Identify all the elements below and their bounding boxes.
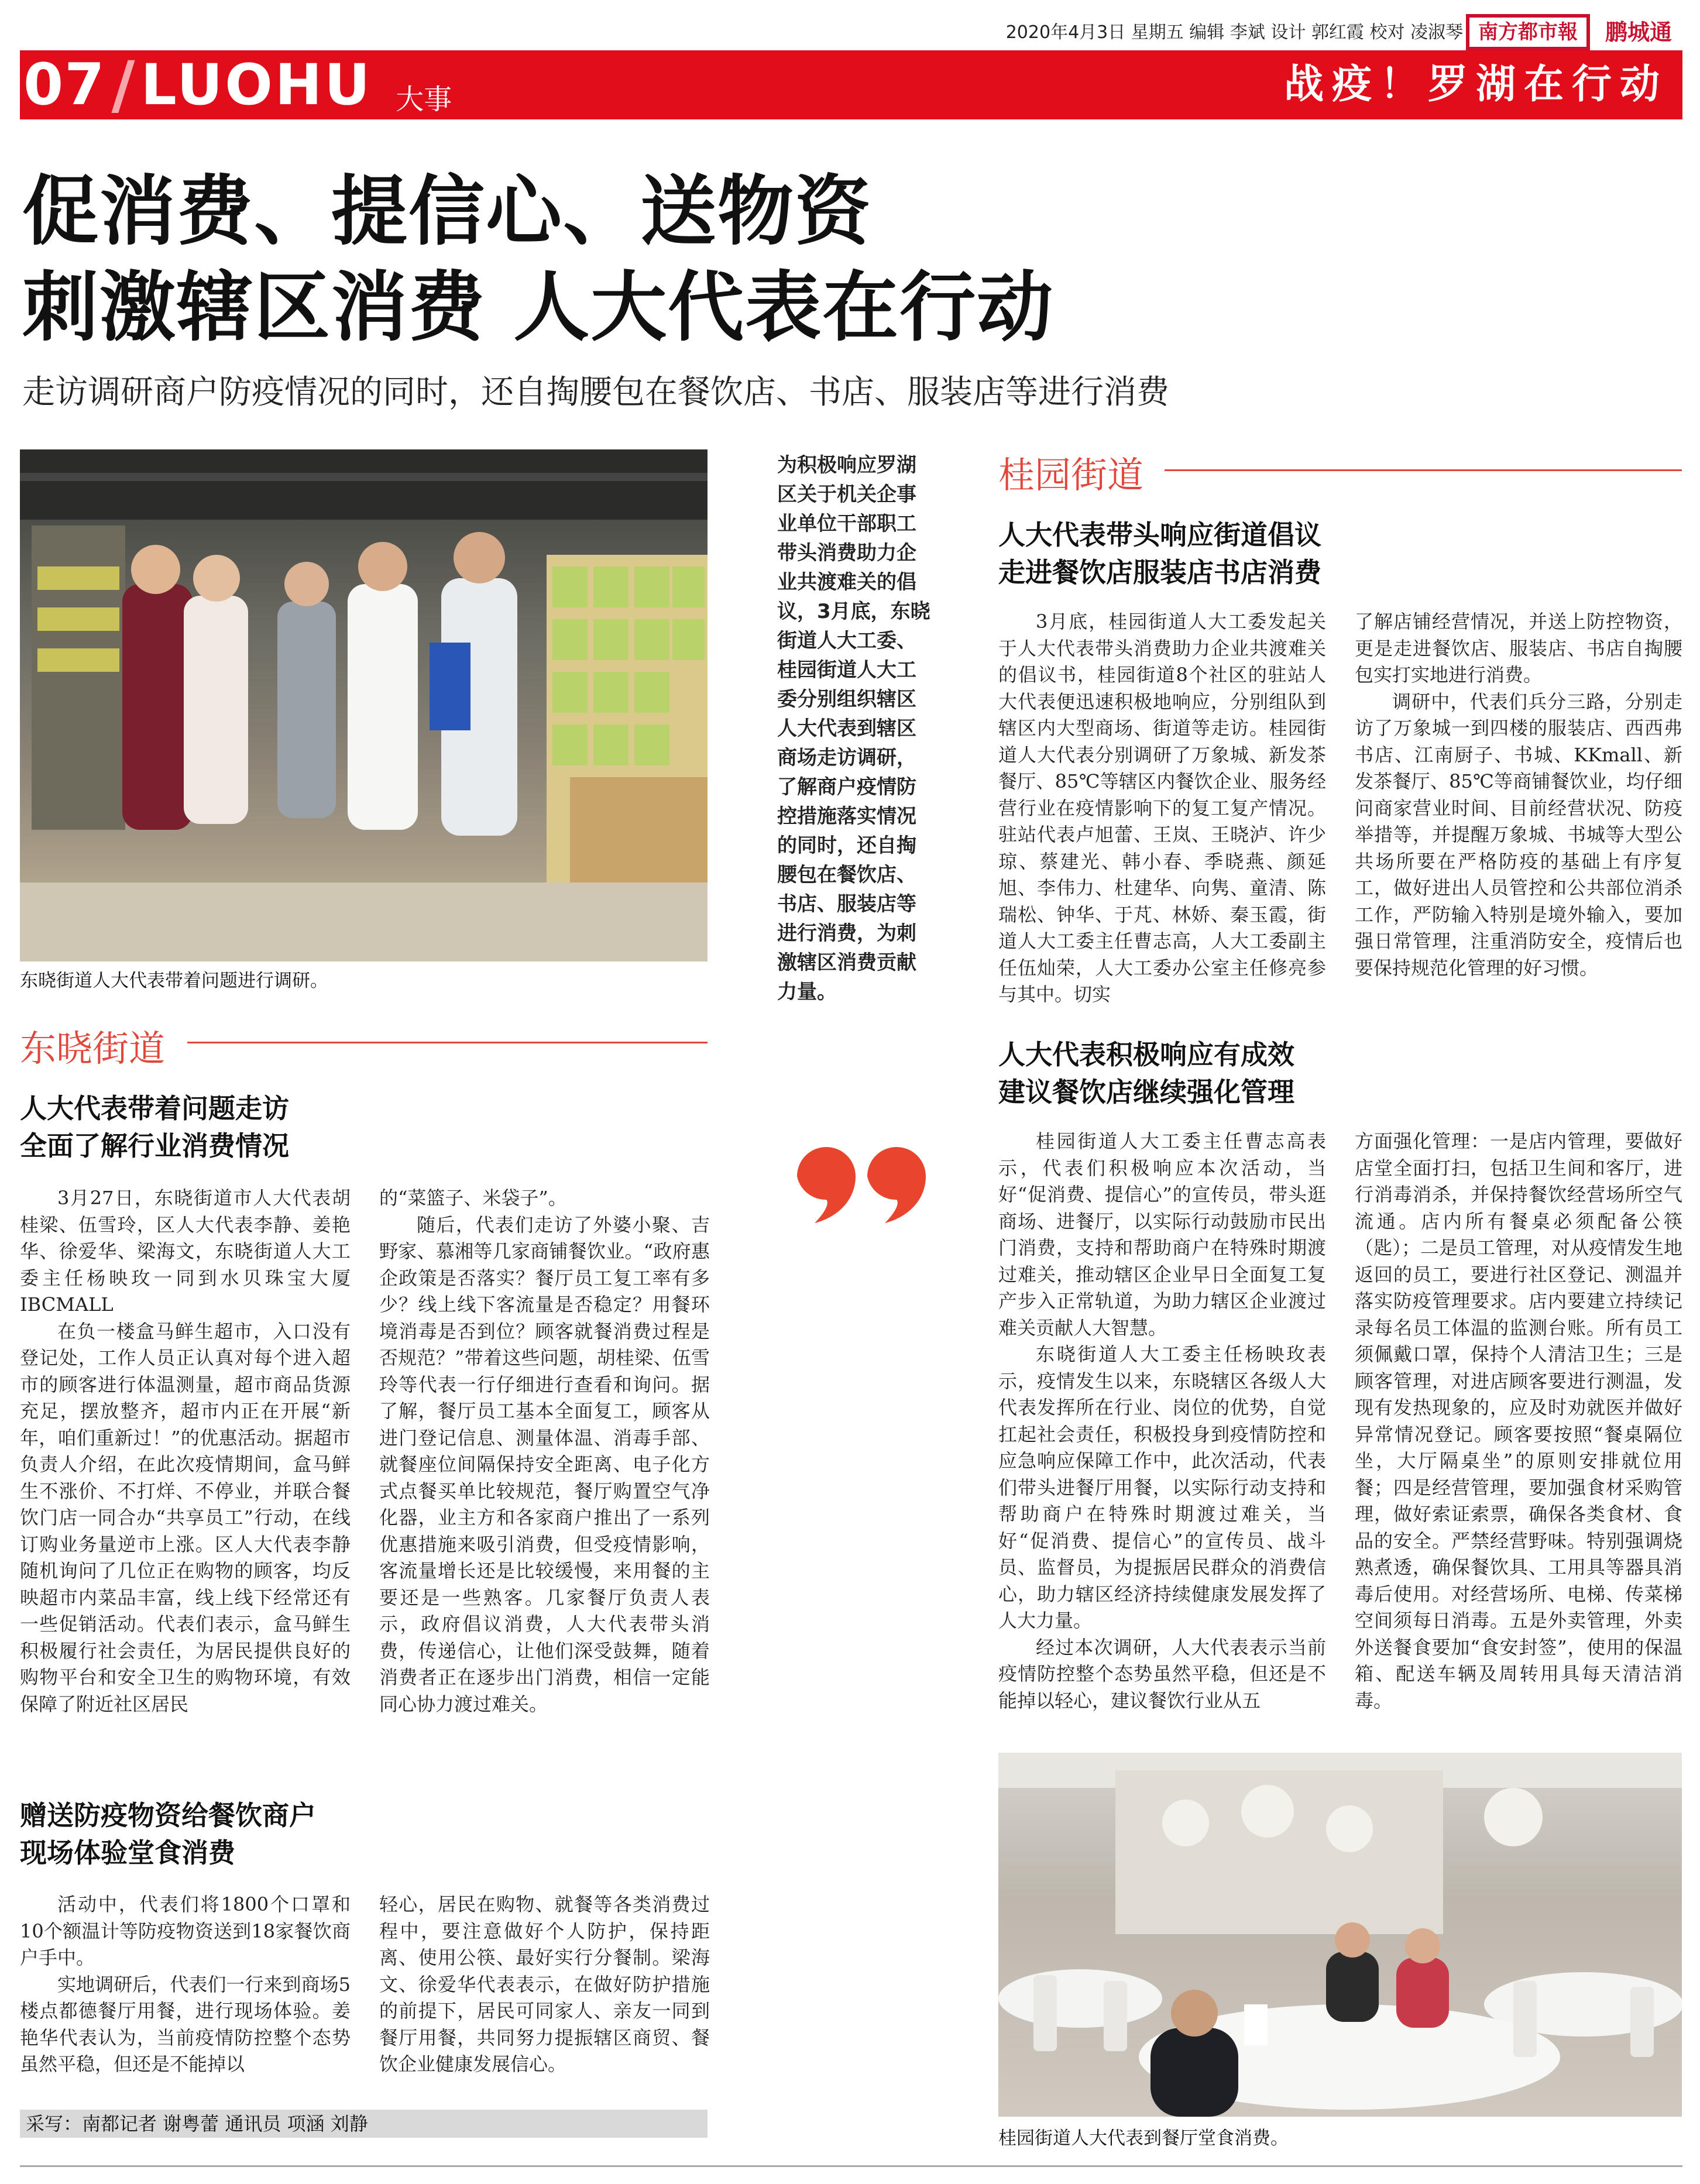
dongxiao-sub2-title-l1: 赠送防疫物资给餐饮商户 — [20, 1800, 316, 1831]
paragraph: 桂园街道人大工委主任曹志高表示，代表们积极响应本次活动，当好“促消费、提信心”的宣传员，带头逛商场、进餐厅，以实际行动鼓励市民出门消费，支持和帮助商户在特殊时期渡过难关，推动辖区企业早日全面复工复产步入正常轨道，为助力辖区企业渡过难关贡献人大智慧。 — [998, 1130, 1326, 1339]
dateline: 2020年4月3日 星期五 编辑 李斌 设计 郭红霞 校对 凌淑琴 — [1005, 22, 1463, 43]
paragraph: 在负一楼盒马鲜生超市，入口没有登记处，工作人员正认真对每个进入超市的顾客进行体温测量，超市商品货源充足，摆放整齐，超市内正在开展“新年，咱们重新过！”的优惠活动。据超市负责人介绍，在此次疫情期间，盒马鲜生不涨价、不打烊、不停业，并联合餐饮门店一同合办“共享员工”行动，在线订购业务量逆市上涨。区人大代表李静随机询问了几位正在购物的顾客，均反映超市内菜品丰富，线上线下经常还有一些促销活动。代表们表示，盒马鲜生积极履行社会责任，为居民提供良好的购物平台和安全卫生的购物环境，有效保障了附近社区居民 — [20, 1320, 351, 1715]
photo2-caption: 桂园街道人大代表到餐厅堂食消费。 — [998, 2128, 1289, 2149]
paragraph: 方面强化管理：一是店内管理，要做好店堂全面打扫，包括卫生间和客厅，进行消毒消杀，并保持餐饮经营场所空气流通。店内所有餐桌必须配备公筷（匙）；二是员工管理，对从疫情发生地返回的员工，要进行社区登记、测温并落实防疫管理要求。店内要建立持续记录每名员工体温的监测台账。所有员工须佩戴口罩，保持个人清洁卫生；三是顾客管理，对进店顾客要进行测温，发现有发热现象的，应及时劝就医并做好异常情况登记。顾客要按照“餐桌隔位坐，大厅隔桌坐”的原则安排就位用餐；四是经营管理，要加强食材采购管理，做好索证索票，确保各类食材、食品的安全。严禁经营野味。特别强调烧熟煮透，确保餐饮具、工用具等器具消毒后使用。对经营场所、电梯、传菜梯空间须每日消毒。五是外卖管理，外卖外送餐食要加“食安封签”，使用的保温箱、配送车辆及周转用具每天清洁消毒。 — [1355, 1130, 1682, 1712]
dongxiao-sub2-col2 — [379, 1891, 710, 2108]
subheadline: 走访调研商户防疫情况的同时，还自掏腰包在餐饮店、书店、服装店等进行消费 — [22, 373, 1169, 411]
paragraph: 3月底，桂园街道人大工委发起关于人大代表带头消费助力企业共渡难关的倡议书，桂园街道8个社区的驻站人大代表便迅速积极地响应，分别组队到辖区内大型商场、街道等走访。桂园街道人大代表分别调研了万象城、新发茶餐厅、85℃等辖区内餐饮企业、服务经营行业在疫情影响下的复工复产情况。驻站代表卢旭蕾、王岚、王晓泸、许少琼、蔡建光、韩小春、季晓燕、颜延旭、李伟力、杜建华、向隽、童清、陈瑞松、钟华、于芃、林娇、秦玉霞，街道人大工委主任曹志高，人大工委副主任伍灿荣，人大工委办公室主任修亮参与其中。切实 — [998, 610, 1326, 1005]
paragraph: 的“菜篮子、米袋子”。 — [379, 1187, 567, 1209]
paragraph: 轻心，居民在购物、就餐等各类消费过程中，要注意做好个人防护，保持距离、使用公筷、最好实行分餐制。梁海文、徐爱华代表表示，在做好防护措施的前提下，居民可同家人、亲友一同到餐厅用餐，共同努力提振辖区商贸、餐饮企业健康发展信心。 — [379, 1893, 710, 2075]
dongxiao-sub2-title-l2: 现场体验堂食消费 — [20, 1837, 235, 1869]
photo-dongxiao-survey — [20, 449, 708, 961]
section-rule-guiyuan — [1165, 469, 1682, 471]
dongxiao-sub1-title-l2: 全面了解行业消费情况 — [20, 1130, 289, 1162]
section-title-guiyuan: 桂园街道 — [998, 454, 1144, 496]
paragraph: 了解店铺经营情况，并送上防控物资，更是走进餐饮店、服装店、书店自掏腰包实打实地进行消费。 — [1355, 610, 1682, 686]
dongxiao-sub1-title — [20, 1090, 708, 1165]
byline: 采写：南都记者 谢粤蕾 通讯员 项涵 刘静 — [20, 2110, 708, 2138]
paragraph: 经过本次调研，人大代表表示当前疫情防控整个态势虽然平稳，但还是不能掉以轻心，建议餐饮行业从五 — [998, 1636, 1326, 1712]
paragraph: 东晓街道人大工委主任杨映玫表示，疫情发生以来，东晓辖区各级人大代表发挥所在行业、岗位的优势，自觉扛起社会责任，积极投身到疫情防控和应急响应保障工作中，此次活动，代表们带头进餐厅用餐，以实际行动支持和帮助商户在特殊时期渡过难关，当好“促消费、提信心”的宣传员、战斗员、监督员，为提振居民群众的消费信心，助力辖区经济持续健康发展发挥了人大力量。 — [998, 1343, 1326, 1632]
photo1-caption: 东晓街道人大代表带着问题进行调研。 — [20, 970, 328, 991]
paragraph: 调研中，代表们兵分三路，分别走访了万象城一到四楼的服装店、西西弗书店、江南厨子、书城、KKmall、新发茶餐厅、85℃等商铺餐饮业，均仔细问商家营业时间、目前经营状况、防疫举措等，并提醒万象城、书城等大型公共场所要在严格防疫的基础上有序复工，做好进出人员管控和公共部位消杀工作，严防输入特别是境外输入，要加强日常管理，注重消防安全，疫情后也要保持规范化管理的好习惯。 — [1355, 690, 1682, 979]
paragraph: 3月27日，东晓街道市人大代表胡桂梁、伍雪玲，区人大代表李静、姜艳华、徐爱华、梁海文，东晓街道人大工委主任杨映玫一同到水贝珠宝大厦IBCMALL — [20, 1187, 351, 1316]
dongxiao-sub1-col2 — [379, 1185, 710, 1753]
banner-slogan: 战疫！罗湖在行动 — [1283, 61, 1668, 108]
photo-dongxiao-illustration — [20, 449, 708, 961]
guiyuan-sub2-col1 — [998, 1128, 1326, 1743]
section-rule-dongxiao — [187, 1042, 708, 1043]
nandu-logo — [1466, 14, 1590, 50]
pengcheng-logo: 鹏城通 — [1605, 19, 1672, 45]
nandu-logo-text: 南方都市報 — [1469, 18, 1586, 47]
section-title-dongxiao: 东晓街道 — [20, 1027, 166, 1070]
guiyuan-sub1-title-l1: 人大代表带头响应街道倡议 — [998, 519, 1321, 551]
guiyuan-sub1-title — [998, 516, 1682, 591]
dongxiao-sub2-title — [20, 1797, 708, 1871]
photo-guiyuan-illustration — [998, 1753, 1682, 2117]
guiyuan-sub2-col2 — [1355, 1128, 1682, 1743]
guiyuan-sub2-title — [998, 1036, 1682, 1111]
section-label: 大事 — [396, 83, 452, 116]
paragraph: 活动中，代表们将1800个口罩和10个额温计等防疫物资送到18家餐饮商户手中。 — [20, 1893, 351, 1969]
dongxiao-sub1-col1 — [20, 1185, 351, 1753]
guiyuan-sub1-title-l2: 走进餐饮店服装店书店消费 — [998, 557, 1321, 588]
guiyuan-sub1-col2 — [1355, 609, 1682, 1015]
district-name: LUOHU — [140, 52, 373, 118]
slash-divider: / — [111, 47, 135, 122]
guiyuan-sub2-title-l2: 建议餐饮店继续强化管理 — [998, 1076, 1294, 1108]
guiyuan-sub1-col1 — [998, 609, 1326, 1015]
headline-line2: 刺激辖区消费 人大代表在行动 — [22, 263, 1055, 352]
paragraph: 实地调研后，代表们一行来到商场5楼点都德餐厅用餐，进行现场体验。姜艳华代表认为，当前疫情防控整个态势虽然平稳，但还是不能掉以 — [20, 1973, 351, 2075]
banner-left — [23, 47, 452, 122]
headline-line1: 促消费、提信心、送物资 — [22, 167, 873, 256]
page-number: 07 — [23, 51, 106, 118]
dongxiao-sub1-title-l1: 人大代表带着问题走访 — [20, 1093, 289, 1124]
guiyuan-sub2-title-l1: 人大代表积极响应有成效 — [998, 1039, 1294, 1070]
paragraph: 随后，代表们走访了外婆小聚、吉野家、慕湘等几家商铺餐饮业。“政府惠企政策是否落实？餐厅员工复工率有多少？线上线下客流量是否稳定？用餐环境消毒是否到位？顾客就餐消费过程是否规范？”带着这些问题，胡桂梁、伍雪玲等代表一行仔细进行查看和询问。据了解，餐厅员工基本全面复工，顾客从进门登记信息、测量体温、消毒手部、就餐座位间隔保持安全距离、电子化方式点餐买单比较规范，餐厅购置空气净化器，业主方和各家商户推出了一系列优惠措施来吸引消费，但受疫情影响，客流量增长还是比较缓慢，来用餐的主要还是一些熟客。几家餐厅负责人表示，政府倡议消费，人大代表带头消费，传递信心，让他们深受鼓舞，随着消费者正在逐步出门消费，相信一定能同心协力渡过难关。 — [379, 1213, 710, 1715]
pullquote: 为积极响应罗湖区关于机关企事业单位干部职工带头消费助力企业共渡难关的倡议，3月底，东晓街道人大工委、桂园街道人大工委分别组织辖区人大代表到辖区商场走访调研，了解商户疫情防控措施落实情况的同时，还自掏腰包在餐饮店、书店、服装店等进行消费，为刺激辖区消费贡献力量。 — [777, 454, 930, 1004]
dongxiao-sub2-col1 — [20, 1891, 351, 2108]
photo-guiyuan-restaurant — [998, 1753, 1682, 2117]
quote-mark-icon — [791, 1141, 932, 1223]
footer-rule — [20, 2165, 1682, 2167]
